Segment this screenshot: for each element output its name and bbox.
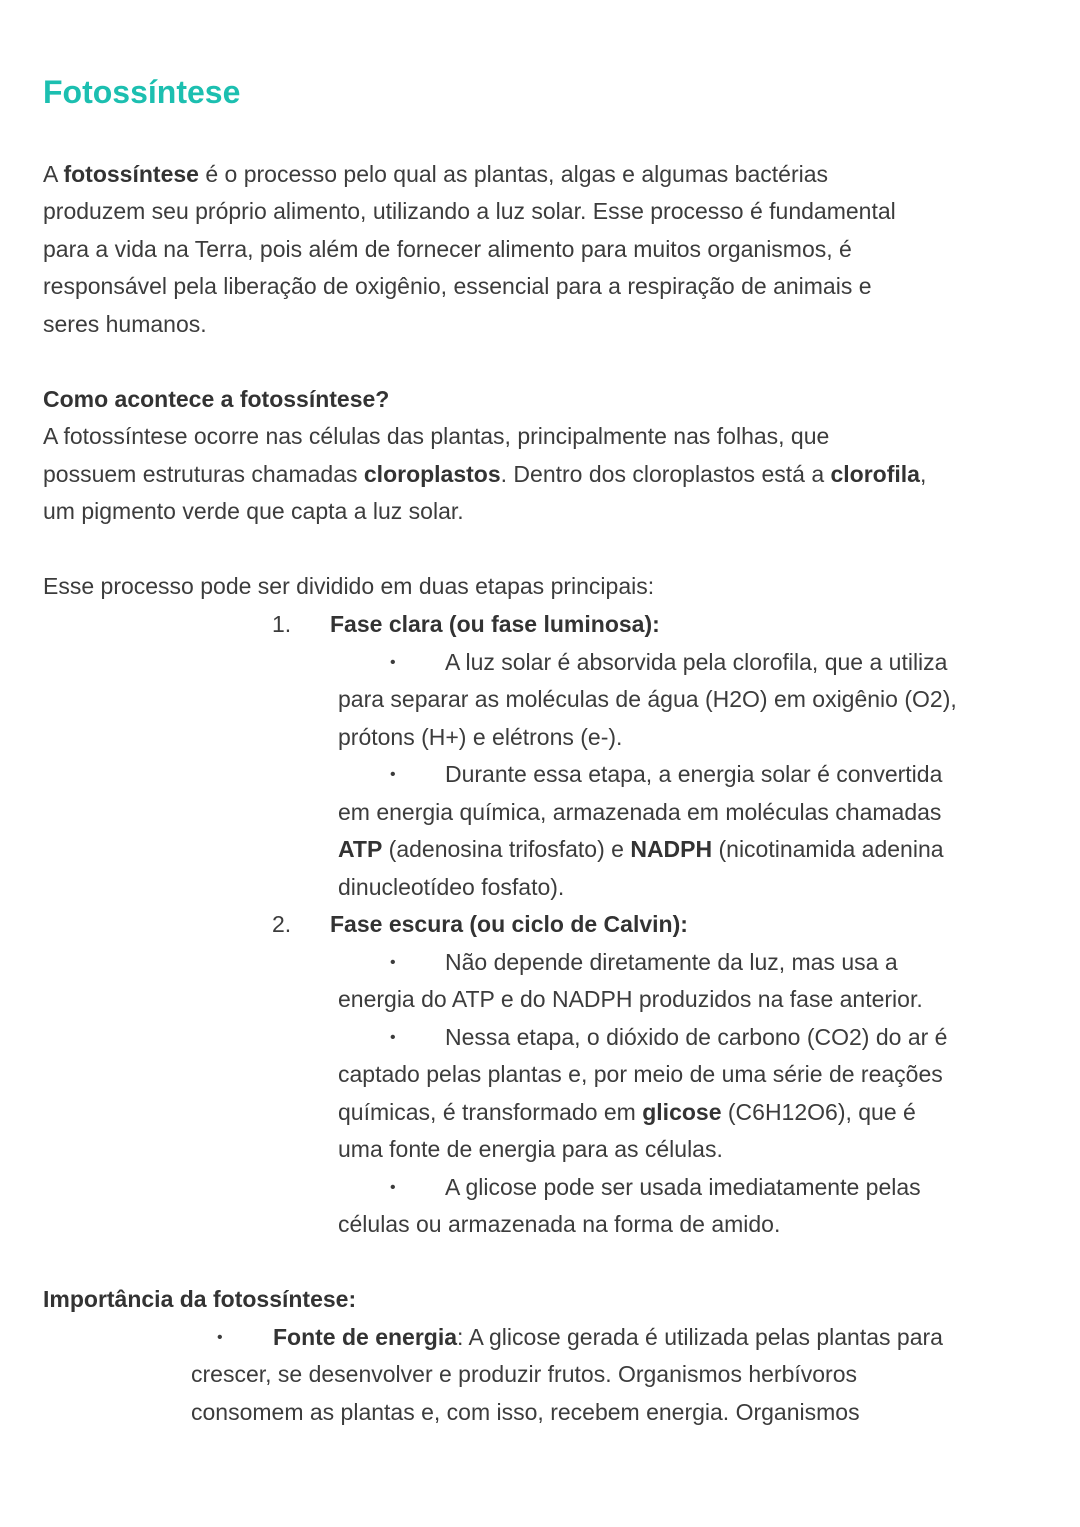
stage2-bullet2-line-4: uma fonte de energia para as células. xyxy=(338,1136,723,1162)
bold-term: Fonte de energia xyxy=(273,1324,458,1350)
bold-term: clorofila xyxy=(830,461,920,487)
list-number: 2. xyxy=(272,911,292,937)
intro-line-1 xyxy=(43,156,828,194)
text: , xyxy=(919,461,927,487)
section-heading-importance: Importância da fotossíntese: xyxy=(43,1286,357,1312)
section1-line-1: A fotossíntese ocorre nas células das plantas, principalmente nas folhas, que xyxy=(43,423,830,449)
intro-line-3: para a vida na Terra, pois além de fornecer alimento para muitos organismos, é xyxy=(43,236,852,262)
text: : A glicose gerada é utilizada pelas plantas para xyxy=(457,1324,943,1350)
stage2-bullet2-line-2: captado pelas plantas e, por meio de uma série de reações xyxy=(338,1061,943,1087)
bold-term: ATP xyxy=(338,836,383,862)
intro-line-5: seres humanos. xyxy=(43,311,207,337)
bold-term: NADPH xyxy=(630,836,713,862)
stage1-bullet2-line-4: dinucleotídeo fosfato). xyxy=(338,874,565,900)
bold-term: cloroplastos xyxy=(363,461,501,487)
stage2-bullet1-line-1: Não depende diretamente da luz, mas usa a xyxy=(445,949,898,975)
bullet-icon: • xyxy=(390,654,396,671)
stage1-bullet1-line-2: para separar as moléculas de água (H2O) em oxigênio (O2), xyxy=(338,686,957,712)
text: (nicotinamida adenina xyxy=(712,836,944,862)
bullet-icon: • xyxy=(390,766,396,783)
bullet-icon: • xyxy=(390,954,396,971)
stage2-bullet1-line-2: energia do ATP e do NADPH produzidos na fase anterior. xyxy=(338,986,923,1012)
importance-item1-line-1 xyxy=(273,1319,943,1357)
stage-title-light: Fase clara (ou fase luminosa): xyxy=(330,611,660,637)
importance-item1-line-3: consomem as plantas e, com isso, recebem energia. Organismos xyxy=(191,1399,860,1425)
stage1-bullet1-line-1: A luz solar é absorvida pela clorofila, que a utiliza xyxy=(445,649,948,675)
document-title: Fotossíntese xyxy=(43,74,241,110)
section1-line-2 xyxy=(43,456,926,494)
text: (adenosina trifosfato) e xyxy=(382,836,631,862)
section1-line-3: um pigmento verde que capta a luz solar. xyxy=(43,498,464,524)
stage1-bullet2-line-3 xyxy=(338,831,944,869)
bullet-icon: • xyxy=(390,1029,396,1046)
stage2-bullet2-line-3 xyxy=(338,1094,916,1132)
text: A xyxy=(43,161,64,187)
importance-item1-line-2: crescer, se desenvolver e produzir frutos. Organismos herbívoros xyxy=(191,1361,858,1387)
intro-line-4: responsável pela liberação de oxigênio, essencial para a respiração de animais e xyxy=(43,273,872,299)
stage1-bullet2-line-2: em energia química, armazenada em moléculas chamadas xyxy=(338,799,942,825)
stage1-bullet1-line-3: prótons (H+) e elétrons (e-). xyxy=(338,724,623,750)
text: é o processo pelo qual as plantas, algas e algumas bactérias xyxy=(198,161,829,187)
text: (C6H12O6), que é xyxy=(721,1099,916,1125)
stage2-bullet3-line-1: A glicose pode ser usada imediatamente pelas xyxy=(445,1174,921,1200)
list-number: 1. xyxy=(272,611,292,637)
bullet-icon: • xyxy=(217,1329,223,1346)
stage-title-dark: Fase escura (ou ciclo de Calvin): xyxy=(330,911,688,937)
stage2-bullet3-line-2: células ou armazenada na forma de amido. xyxy=(338,1211,781,1237)
text: . Dentro dos cloroplastos está a xyxy=(500,461,831,487)
section-heading-how: Como acontece a fotossíntese? xyxy=(43,386,390,412)
stage1-bullet2-line-1: Durante essa etapa, a energia solar é convertida xyxy=(445,761,943,787)
bold-term: fotossíntese xyxy=(63,161,199,187)
stages-intro: Esse processo pode ser dividido em duas etapas principais: xyxy=(43,573,655,599)
intro-line-2: produzem seu próprio alimento, utilizando a luz solar. Esse processo é fundamental xyxy=(43,198,896,224)
text: químicas, é transformado em xyxy=(338,1099,643,1125)
text: possuem estruturas chamadas xyxy=(43,461,364,487)
bullet-icon: • xyxy=(390,1179,396,1196)
stage2-bullet2-line-1: Nessa etapa, o dióxido de carbono (CO2) do ar é xyxy=(445,1024,948,1050)
bold-term: glicose xyxy=(642,1099,722,1125)
